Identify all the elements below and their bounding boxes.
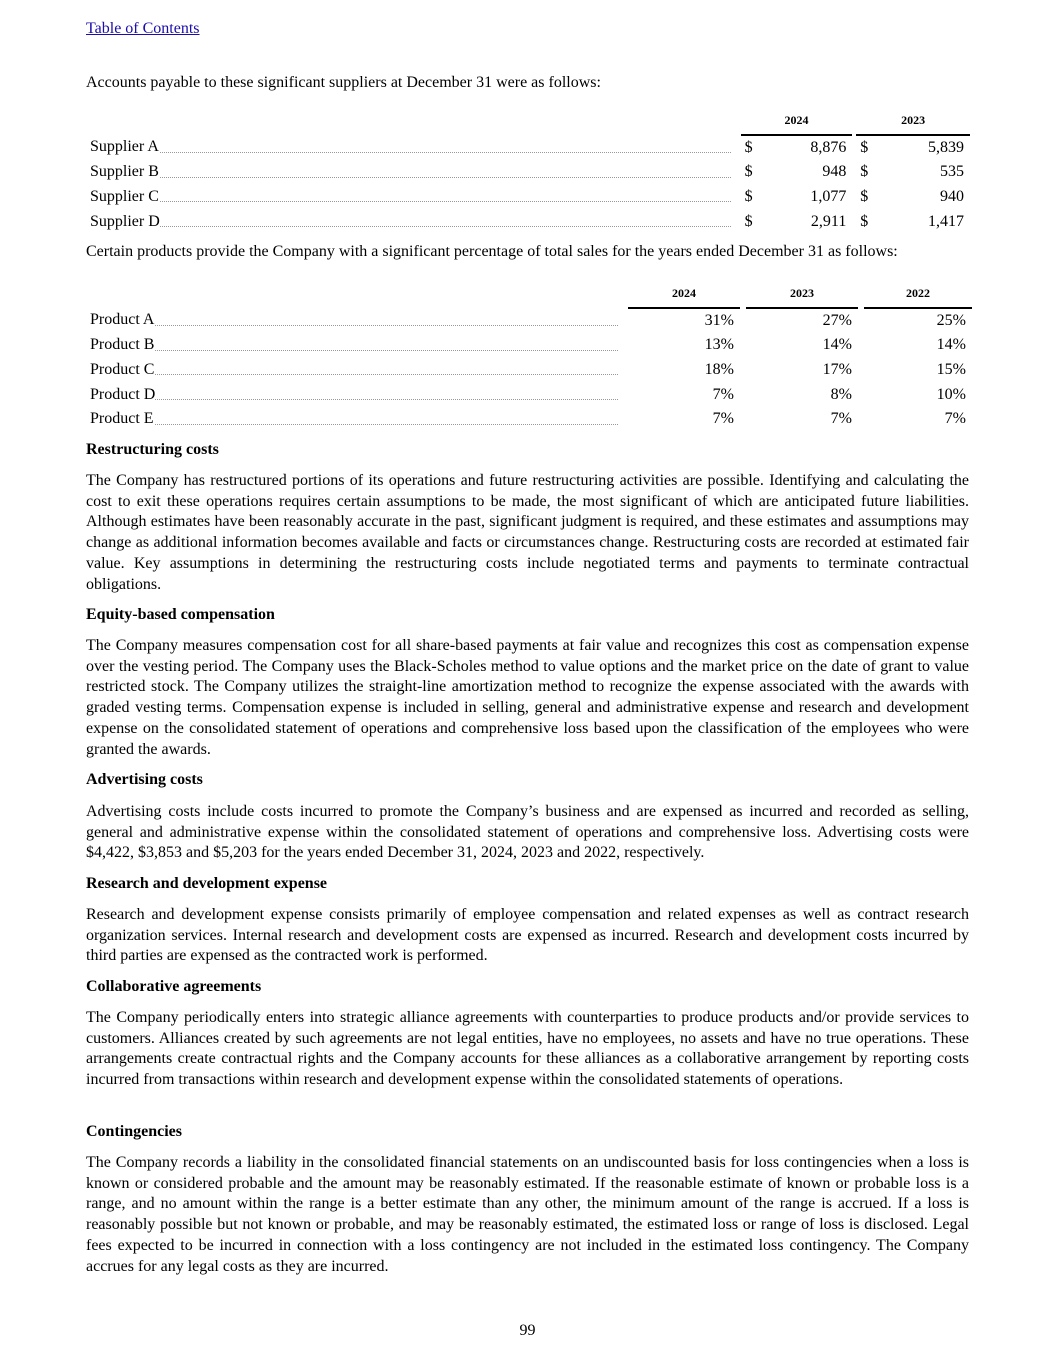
section-heading-restructuring: Restructuring costs — [86, 441, 219, 458]
cell-2024: 1,077 — [810, 188, 847, 206]
cell-2022: 14% — [936, 336, 966, 354]
cell-2024: 7% — [712, 410, 734, 428]
currency: $ — [860, 188, 869, 206]
products-col-2022: 2022 — [864, 283, 972, 308]
section-body-equity-compensation: The Company measures compensation cost for all share-based payments at fair value and recognizes this cost as compensation expense over the vesting period. The Company uses the Black-Scholes method to value options and the market price on the date of grant to value restricted stock. The Company utilizes the straight-line amortization method to recognize the expense associated with the awards with graded vesting terms. Compensation expense is included in selling, general and administrative expense and research and development expense on the consolidated statement of operations and comprehensive loss based upon the classification of the employees who were granted the awards. — [86, 637, 969, 758]
suppliers-intro: Accounts payable to these significant suppliers at December 31 were as follows: — [86, 74, 601, 91]
cell-2023: 8% — [830, 385, 852, 403]
section-heading-equity-compensation: Equity-based compensation — [86, 606, 275, 623]
currency: $ — [860, 163, 869, 181]
cell-2024: 8,876 — [810, 138, 847, 156]
cell-2023: 17% — [822, 361, 852, 379]
table-row — [86, 135, 970, 161]
page-number: 99 — [519, 1322, 536, 1339]
cell-2024: 2,911 — [810, 212, 847, 230]
cell-2024: 18% — [704, 361, 734, 379]
products-intro: Certain products provide the Company with a significant percentage of total sales for the years ended December 31 as follows: — [86, 243, 898, 260]
cell-2024: 31% — [704, 311, 734, 329]
table-row — [86, 185, 970, 210]
products-table — [86, 283, 972, 432]
cell-2023: 27% — [822, 311, 852, 329]
row-label: Supplier B — [90, 163, 159, 181]
row-label: Product B — [90, 336, 155, 354]
cell-2024: 7% — [712, 385, 734, 403]
currency: $ — [744, 188, 753, 206]
section-body-research-development: Research and development expense consists primarily of employee compensation and related expenses as well as contract research organization services. Internal research and development costs are expensed as incurred. Research and development costs incurred by third parties are expensed as the contracted work is performed. — [86, 906, 969, 965]
products-col-2024: 2024 — [628, 283, 740, 308]
row-label: Supplier D — [90, 212, 160, 230]
section-body-contingencies: The Company records a liability in the consolidated financial statements on an undiscounted basis for loss contingencies when a loss is known or considered probable and the amount may be reasonably estimated. If the reasonable estimate of known or probable loss is a range, and no amount within the range is a better estimate than any other, the minimum amount of the range is accrued. If a loss is reasonably possible but not known or probable, and may be reasonably estimated, the estimated loss or range of loss is disclosed. Legal fees expected to be incurred in connection with a loss contingency are not included in the estimated loss contingency. The Company accrues for any legal costs as they are incurred. — [86, 1154, 969, 1275]
table-row — [86, 308, 972, 334]
suppliers-col-2023: 2023 — [856, 110, 970, 135]
cell-2023: 535 — [940, 163, 964, 181]
cell-2023: 1,417 — [928, 212, 964, 230]
suppliers-table — [86, 110, 970, 234]
cell-2022: 15% — [936, 361, 966, 379]
section-body-advertising: Advertising costs include costs incurred to promote the Company’s business and are expensed as incurred and recorded as selling, general and administrative expense within the consolidated statement of operations and comprehensive loss. Advertising costs were $4,422, $3,853 and $5,203 for the years ended December 31, 2024, 2023 and 2022, respectively. — [86, 803, 969, 862]
cell-2022: 25% — [936, 311, 966, 329]
row-label: Product A — [90, 311, 155, 329]
table-row — [86, 358, 972, 383]
table-row — [86, 333, 972, 358]
row-label: Product C — [90, 361, 155, 379]
suppliers-col-2024: 2024 — [741, 110, 853, 135]
cell-2024: 948 — [822, 163, 847, 181]
row-label: Supplier C — [90, 188, 159, 206]
currency: $ — [860, 138, 869, 156]
currency: $ — [860, 212, 869, 230]
currency: $ — [744, 163, 753, 181]
cell-2023: 7% — [830, 410, 852, 428]
row-label: Supplier A — [90, 138, 159, 156]
table-row — [86, 382, 972, 407]
section-body-collaborative: The Company periodically enters into strategic alliance agreements with counterparties to produce products and/or provide services to customers. Alliances created by such agreements are not legal entities, have no employees, no assets and have no true operations. These arrangements create contractual rights and the Company accounts for these alliances as a collaborative arrangement by reporting costs incurred from transactions within research and development expense within the consolidated statements of operations. — [86, 1009, 969, 1089]
section-heading-research-development: Research and development expense — [86, 875, 328, 892]
cell-2023: 940 — [940, 188, 964, 206]
table-row — [86, 160, 970, 185]
row-label: Product E — [90, 410, 154, 428]
cell-2022: 7% — [944, 410, 966, 428]
row-label: Product D — [90, 385, 156, 403]
currency: $ — [744, 212, 753, 230]
section-heading-collaborative: Collaborative agreements — [86, 978, 262, 995]
products-col-2023: 2023 — [746, 283, 858, 308]
section-body-restructuring: The Company has restructured portions of its operations and future restructuring activities are possible. Identifying and calculating the cost to exit these operations requires certain assumptions to be made, the most significant of which are anticipated future liabilities. Although estimates have been reasonably accurate in the past, significant judgment is required, and these estimates and assumptions may change as additional information becomes available and facts or circumstances change. Restructuring costs are recorded at estimated fair value. Key assumptions in determining the restructuring costs include negotiated terms and payments to terminate contractual obligations. — [86, 472, 969, 593]
section-heading-advertising: Advertising costs — [86, 771, 203, 788]
cell-2024: 13% — [704, 336, 734, 354]
table-of-contents-link[interactable]: Table of Contents — [86, 20, 200, 37]
table-row — [86, 209, 970, 234]
table-row — [86, 407, 972, 432]
cell-2023: 5,839 — [928, 138, 964, 156]
cell-2023: 14% — [822, 336, 852, 354]
section-heading-contingencies: Contingencies — [86, 1123, 182, 1140]
cell-2022: 10% — [936, 385, 966, 403]
currency: $ — [744, 138, 753, 156]
